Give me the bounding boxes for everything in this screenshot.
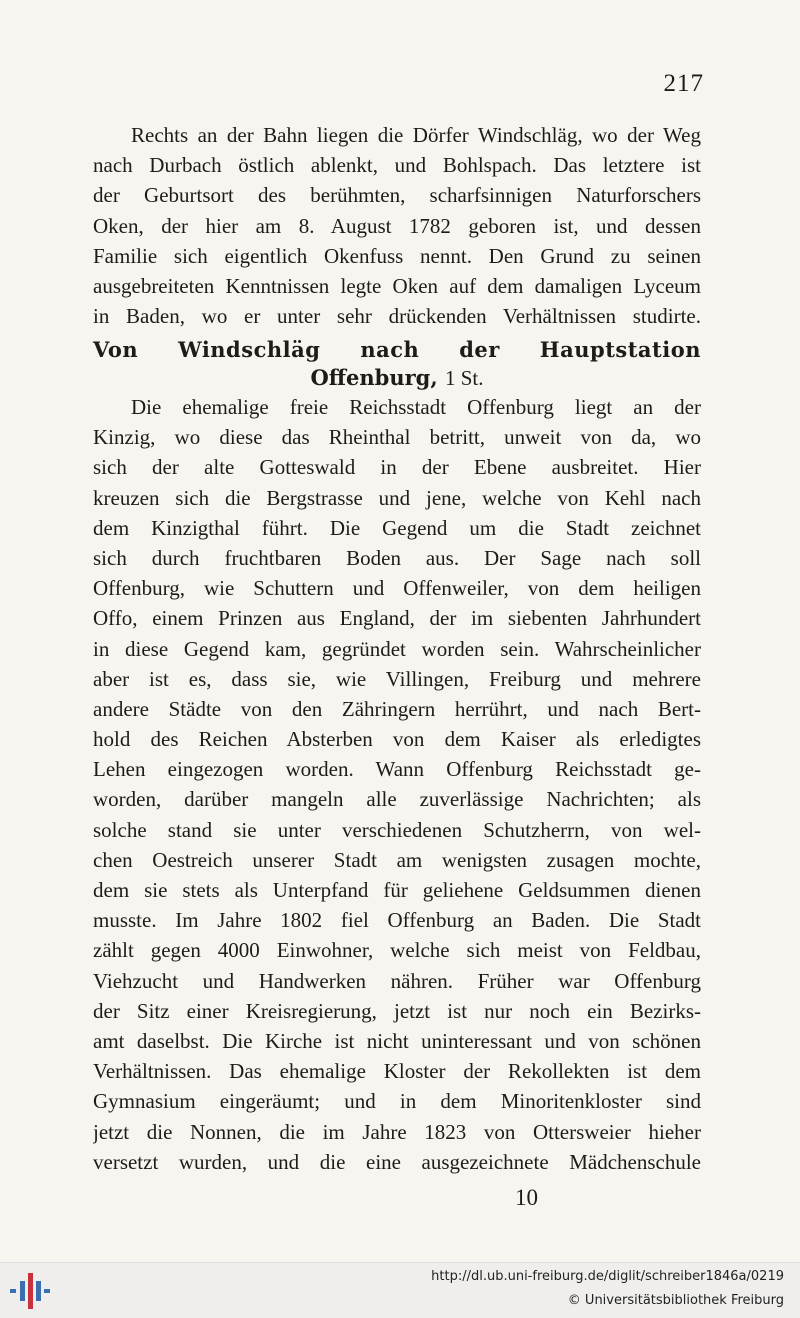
heading-line-2 [93,364,701,392]
text-line: jetzt die Nonnen, die im Jahre 1823 von Ottersweier hieher [93,1119,701,1144]
paragraph-offenburg [93,392,701,1177]
text-line: zählt gegen 4000 Einwohner, welche sich meist von Feldbau, [93,938,701,963]
text-line: Rechts an der Bahn liegen die Dörfer Windschläg, wo der Weg [131,123,701,147]
text-line: in diese Gegend kam, gegründet worden sein. Wahrscheinlicher [93,636,701,661]
text-line: versetzt wurden, und die eine ausgezeichnete Mädchenschule [93,1149,701,1174]
text-line: Viehzucht und Handwerken nähren. Früher war Offenburg [93,968,701,993]
text-line: Kinzig, wo diese das Rheinthal betritt, unweit von da, wo [93,425,701,450]
section-heading [93,336,701,392]
heading-distance: 1 St. [444,366,484,390]
ub-freiburg-logo-icon [8,1271,52,1311]
text-line: Oken, der hier am 8. August 1782 geboren ist, und dessen [93,213,701,238]
text-line: der Geburtsort des berühmten, scharfsinnigen Naturforschers [93,183,701,208]
text-line: der Sitz einer Kreisregierung, jetzt ist nur noch ein Bezirks- [93,998,701,1023]
text-line: amt daselbst. Die Kirche ist nicht uninteressant und von schönen [93,1028,701,1053]
text-line: Die ehemalige freie Reichsstadt Offenburg liegt an der [131,395,701,419]
paragraph-oken [93,120,701,331]
heading-line-1: Von Windschläg nach der Hauptstation [93,337,701,362]
page-number: 217 [663,70,704,97]
text-line: ausgebreiteten Kenntnissen legte Oken auf dem damaligen Lyceum [93,273,701,298]
text-line: aber ist es, dass sie, wie Villingen, Freiburg und mehrere [93,666,701,691]
text-line: Offenburg, wie Schuttern und Offenweiler, von dem heiligen [93,576,701,601]
text-line: musste. Im Jahre 1802 fiel Offenburg an Baden. Die Stadt [93,908,701,933]
signature-mark: 10 [515,1185,538,1210]
text-line: nach Durbach östlich ablenkt, und Bohlspach. Das letztere ist [93,153,701,178]
text-line: dem Kinzigthal führt. Die Gegend um die Stadt zeichnet [93,515,701,540]
text-line: dem sie stets als Unterpfand für geliehene Geldsummen dienen [93,878,701,902]
text-line: Offo, einem Prinzen aus England, der im siebenten Jahrhundert [93,606,701,631]
text-line: solche stand sie unter verschiedenen Schutzherrn, von wel- [93,817,701,842]
text-line: sich durch fruchtbaren Boden aus. Der Sage nach soll [93,545,701,570]
text-line: worden, darüber mangeln alle zuverlässige Nachrichten; als [93,787,701,812]
text-line: sich der alte Gotteswald in der Ebene ausbreitet. Hier [93,455,701,480]
text-line: Familie sich eigentlich Okenfuss nennt. Den Grund zu seinen [93,243,701,268]
heading-destination: Offenburg, [310,365,438,390]
copyright-notice: © Universitätsbibliothek Freiburg [567,1293,784,1308]
permalink-url[interactable]: http://dl.ub.uni-freiburg.de/diglit/schreiber1846a/0219 [431,1269,784,1284]
text-line: Lehen eingezogen worden. Wann Offenburg Reichsstadt ge- [93,757,701,782]
footer-bar [0,1262,800,1318]
text-line: Verhältnissen. Das ehemalige Kloster der Rekollekten ist dem [93,1059,701,1084]
text-line: Gymnasium eingeräumt; und in dem Minoritenkloster sind [93,1089,701,1114]
text-line: chen Oestreich unserer Stadt am wenigsten zusagen mochte, [93,847,701,872]
text-line: andere Städte von den Zähringern herrührt, und nach Bert- [93,696,701,721]
text-line: in Baden, wo er unter sehr drückenden Verhältnissen studirte. [93,304,701,329]
text-line: hold des Reichen Absterben von dem Kaiser als erledigtes [93,727,701,752]
text-line: kreuzen sich die Bergstrasse und jene, welche von Kehl nach [93,485,701,510]
